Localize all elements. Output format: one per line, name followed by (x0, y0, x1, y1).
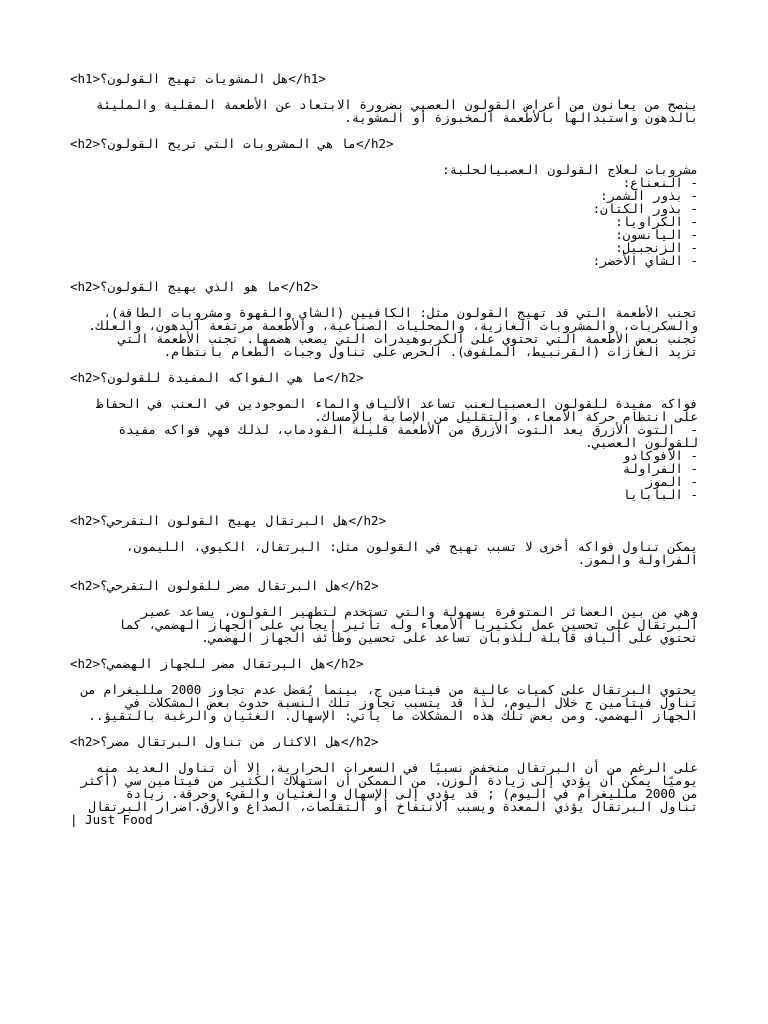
text-line: - الزنجبيل: (615, 240, 698, 255)
text-line: تناول البرتقال يؤذي المعدة ويسبب الانتفاخ أو التقلصات، الصداع والأرق.اضرار البرتقال (88, 799, 698, 814)
text-line: تجنب بعض الأطعمة التي تحتوي على الكربوهيدرات التي يصعب هضمها. تجنب الأطعمة التي (118, 331, 698, 346)
document-body (70, 72, 698, 826)
text-line: من 2000 ملليغرام في اليوم) ; قد يؤدي إلى الإسهال والغثيان والقيء وحرقة. زيادة (126, 786, 698, 801)
heading-line: <h2>ما هو الذي يهيج القولون؟</h2> (70, 279, 319, 294)
text-line: البرتقال على تحسين عمل بكتيريا الأمعاء وله تأثير إيجابي على الجهاز الهضمي، كما (118, 617, 698, 632)
text-line: - النعناع: (622, 175, 698, 190)
text-line: الفراولة والموز. (577, 552, 698, 567)
text-line: على انتظام حركة الأمعاء، والتقليل من الإصابة بالإمساك. (314, 409, 698, 424)
heading-line: <h2>هل البرتقال مضر للقولون التقرحي؟</h2> (70, 578, 379, 593)
text-line: والسكريات، والمشروبات الغازية، والمحليات الصناعية، والأطعمة مرتفعة الدهون، والعلك. (88, 318, 698, 333)
heading-line: <h2>ما هي الفواكه المفيدة للقولون؟</h2> (70, 370, 364, 385)
text-line: فواكه مفيدة للقولون العصبيالعنب تساعد الألياف والماء الموجودين في العنب في الحفاظ (95, 396, 698, 411)
text-line: تناول فيتامين ج خلال اليوم، لذا قد يتسبب تجاوز تلك النسبة حدوث بعض المشكلات في (126, 695, 698, 710)
heading-line: <h2>هل البرتقال يهيج القولون التقرحي؟</h2> (70, 513, 387, 528)
text-line: - البابايا (622, 487, 698, 502)
text-line: - الكراويا: (615, 214, 698, 229)
text-line: بالدهون واستبدالها بالأطعمة المخبوزة أو المشوية. (344, 110, 698, 125)
text-line: تزيد الغازات (القرنبيط، الملفوف). الحرص على تناول وجبات الطعام بانتظام. (163, 344, 698, 359)
text-line: على الرغم من أن البرتقال منخفض نسبيًا في السعرات الحرارية، إلا أن تناول العديد منه (95, 760, 698, 775)
text-line: وهي من بين العصائر المتوفرة بسهولة والتي تستخدم لتطهير القولون، يساعد عصير (141, 604, 698, 619)
text-line: - الأفوكادو (622, 448, 698, 463)
heading-line: <h2>هل الاكثار من تناول البرتقال مضر؟</h2> (70, 734, 379, 749)
text-line: للقولون العصبي. (585, 435, 698, 450)
text-line: - بذور الكتان: (592, 201, 698, 216)
text-line: - اليانسون: (615, 227, 698, 242)
text-line: يمكن تناول فواكه أخرى لا تسبب تهيج في القولون مثل: البرتقال، الكيوي، الليمون، (126, 539, 698, 554)
text-line: الجهاز الهضمي. ومن بعض تلك هذه المشكلات ما يأتي: الإسهال. الغثيان والرغبة بالتقيؤ.. (88, 708, 698, 723)
text-line: - الفراولة (622, 461, 698, 476)
text-line: تحتوي على ألياف قابلة للذوبان تساعد على تحسين وظائف الجهاز الهضمي. (201, 630, 698, 645)
text-line: - الشاي الأخضر: (592, 253, 698, 268)
text-line: - الموز (645, 474, 698, 489)
text-line: | Just Food (70, 812, 153, 827)
heading-line: <h2>هل البرتقال مضر للجهاز الهضمي؟</h2> (70, 656, 364, 671)
text-line: يحتوي البرتقال على كميات عالية من فيتامين ج، بينما يُفضل عدم تجاوز 2000 ملليغرام من (80, 682, 698, 697)
text-line: مشروبات لعلاج القولون العصبيالحلبة: (442, 162, 698, 177)
text-line: - التوت الأزرق يعد التوت الأزرق من الأطعمة قليلة الفودماب، لذلك فهي فواكه مفيدة (118, 422, 698, 437)
text-line: تجنب الأطعمة التي قد تهيج القولون مثل: الكافيين (الشاي والقهوة ومشروبات الطاقة)، (103, 305, 698, 320)
text-line: يوميًا يمكن أن يؤدي إلى زيادة الوزن. من الممكن أن استهلاك الكثير من فيتامين سي (أكثر (80, 773, 698, 788)
text-line: ينصح من يعانون من أعراض القولون العصبي بضرورة الابتعاد عن الأطعمة المقلية والمليئة (95, 97, 698, 112)
heading-line: <h2>ما هي المشروبات التي تريح القولون؟</h2> (70, 136, 394, 151)
heading-line: <h1>هل المشويات تهيج القولون؟</h1> (70, 71, 326, 86)
text-line: - بذور الشمر: (600, 188, 698, 203)
